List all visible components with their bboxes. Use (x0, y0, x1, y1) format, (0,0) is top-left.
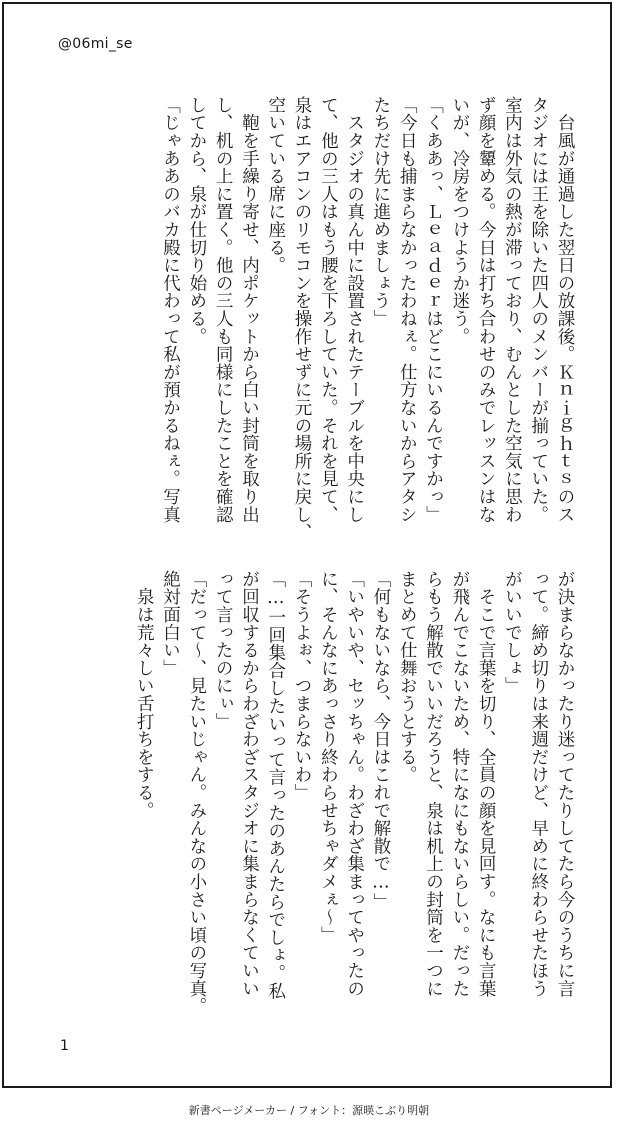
text-line: 「だって〜、見たいじゃん。みんなの小さい頃の写真。 (186, 570, 207, 1015)
text-line: 「…一回集合したいって言ったのあんたらでしょ。私 (265, 570, 286, 1000)
text-line: って。締め切りは来週だけど、早めに終わらせたほう (528, 570, 549, 998)
author-handle: @06mi_se (58, 36, 133, 52)
text-line: 「そうよぉ、つまらないわ」 (292, 570, 313, 802)
text-line: タジオには王を除いた四人のメンバーが揃っていた。 (528, 96, 549, 524)
text-line: 「くああっ、Ｌｅａｄｅｒはどこにいるんですかっ」 (423, 96, 444, 524)
text-line: 室内は外気の熱が滞っており、むんとした空気に思わ (502, 96, 523, 524)
text-line: 「今日も捕まらなかったわねぇ。仕方ないからアタシ (397, 96, 418, 524)
text-line: いが、冷房をつけようか迷う。 (449, 96, 470, 346)
text-line: らもう解散でいいだろうと、泉は机上の封筒を一つに (423, 570, 444, 998)
text-line: してから、泉が仕切り始める。 (186, 96, 207, 346)
text-line: て、他の三人はもう腰を下ろしていた。それを見て、 (318, 96, 339, 524)
text-tier-upper (58, 96, 578, 541)
text-line: に、そんなにあっさり終わらせちゃダメぇ〜」 (318, 570, 339, 944)
page-number: 1 (60, 1038, 69, 1054)
text-line: 泉はエアコンのリモコンを操作せずに元の場所に戻し、 (292, 96, 313, 541)
text-line: スタジオの真ん中に設置されたテーブルを中央にし (344, 96, 365, 524)
text-line: まとめて仕舞おうとする。 (397, 570, 418, 784)
text-line: し、机の上に置く。他の三人も同様にしたことを確認 (213, 96, 234, 524)
text-line: が回収するからわざわざスタジオに集まらなくていい (239, 570, 260, 998)
text-line: が飛んでこないため、特になにもないらしい。だった (449, 570, 470, 998)
text-line: 台風が通過した翌日の放課後。Ｋｎｉｇｈｔｓのス (555, 96, 575, 524)
text-line: たちだけ先に進めましょう」 (370, 96, 391, 328)
text-line: 絶対面白い」 (160, 570, 181, 677)
text-line: 空いている席に座る。 (265, 96, 286, 274)
text-line: ず顔を顰める。今日は打ち合わせのみでレッスンはな (476, 96, 497, 524)
text-line: 「いやいや、セッちゃん。わざわざ集まってやったの (344, 570, 365, 998)
text-line: 鞄を手繰り寄せ、内ポケットから白い封筒を取り出 (239, 96, 260, 524)
text-line: が決まらなかったり迷ってたりしてたら今のうちに言 (555, 570, 575, 998)
text-line: って言ったのにぃ」 (213, 570, 234, 731)
text-line: そこで言葉を切り、全員の顔を見回す。なにも言葉 (476, 570, 497, 998)
text-line: がいいでしょ」 (502, 570, 523, 695)
text-tier-lower (58, 570, 578, 1015)
text-line: 「じゃああのバカ殿に代わって私が預かるねぇ。写真 (160, 96, 181, 524)
text-line: 泉は荒々しい舌打ちをする。 (134, 570, 155, 820)
credit-footer: 新書ページメーカー / フォント：源暎こぶり明朝 (188, 1104, 430, 1117)
text-line: 「何もないなら、今日はこれで解散で…」 (370, 570, 391, 911)
